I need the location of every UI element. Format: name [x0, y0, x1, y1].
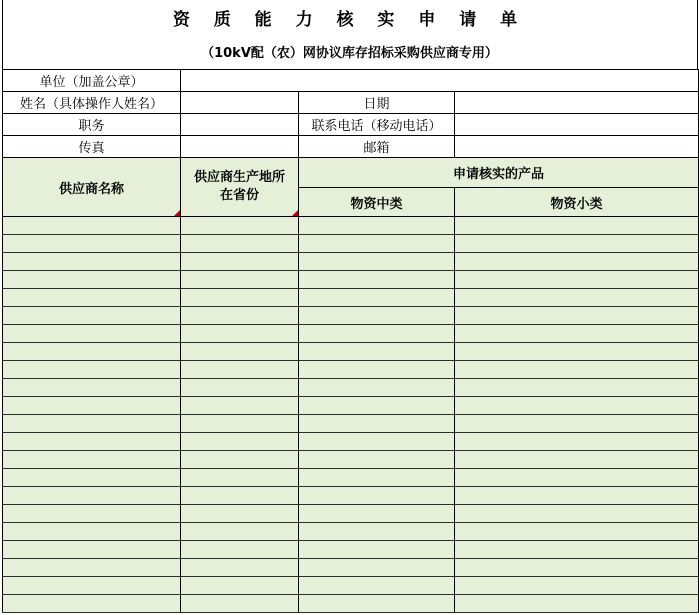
table-cell[interactable] [299, 577, 455, 595]
table-cell[interactable] [181, 541, 299, 559]
table-row [3, 559, 699, 577]
table-cell[interactable] [181, 505, 299, 523]
table-cell[interactable] [455, 595, 699, 613]
table-row [3, 505, 699, 523]
table-cell[interactable] [3, 325, 181, 343]
email-value-cell[interactable] [455, 136, 699, 158]
table-row [3, 487, 699, 505]
header-supplier-name[interactable] [3, 158, 181, 217]
table-cell[interactable] [299, 523, 455, 541]
table-cell[interactable] [299, 271, 455, 289]
table-cell[interactable] [299, 451, 455, 469]
table-row [3, 415, 699, 433]
table-cell[interactable] [299, 505, 455, 523]
fax-label: 传真 [3, 136, 181, 158]
table-cell[interactable] [299, 307, 455, 325]
table-cell[interactable] [3, 343, 181, 361]
table-row [3, 325, 699, 343]
table-cell[interactable] [181, 595, 299, 613]
table-cell[interactable] [181, 451, 299, 469]
table-cell[interactable] [455, 469, 699, 487]
table-row [3, 469, 699, 487]
header-mid-category[interactable] [299, 188, 455, 217]
table-cell[interactable] [181, 271, 299, 289]
table-cell[interactable] [299, 235, 455, 253]
table-cell[interactable] [455, 577, 699, 595]
table-cell[interactable] [3, 451, 181, 469]
table-cell[interactable] [181, 487, 299, 505]
table-cell[interactable] [3, 397, 181, 415]
table-cell[interactable] [181, 217, 299, 235]
header-sub-category-label: 物资小类 [550, 196, 603, 212]
table-cell[interactable] [299, 217, 455, 235]
table-cell[interactable] [299, 397, 455, 415]
table-cell[interactable] [181, 415, 299, 433]
table-cell[interactable] [455, 379, 699, 397]
table-cell[interactable] [3, 235, 181, 253]
info-row-name [3, 92, 699, 114]
table-cell[interactable] [455, 307, 699, 325]
date-value-cell[interactable] [455, 92, 699, 114]
table-cell[interactable] [455, 415, 699, 433]
table-cell[interactable] [299, 325, 455, 343]
header-requested-products[interactable] [299, 158, 699, 188]
table-cell[interactable] [3, 487, 181, 505]
table-row [3, 397, 699, 415]
table-cell[interactable] [3, 433, 181, 451]
table-cell[interactable] [299, 595, 455, 613]
header-mid-category-label: 物资中类 [350, 196, 403, 212]
table-cell[interactable] [181, 379, 299, 397]
info-row-position [3, 114, 699, 136]
table-cell[interactable] [3, 505, 181, 523]
table-cell[interactable] [181, 289, 299, 307]
table-cell[interactable] [181, 325, 299, 343]
table-cell[interactable] [181, 397, 299, 415]
table-cell[interactable] [455, 451, 699, 469]
header-province-label: 供应商生产地所在省份 [193, 170, 285, 203]
table-cell[interactable] [455, 487, 699, 505]
table-cell[interactable] [3, 541, 181, 559]
table-cell[interactable] [3, 595, 181, 613]
table-row [3, 577, 699, 595]
header-province[interactable] [181, 158, 299, 217]
table-cell[interactable] [455, 433, 699, 451]
table-cell[interactable] [181, 577, 299, 595]
table-cell[interactable] [3, 361, 181, 379]
table-cell[interactable] [3, 415, 181, 433]
table-row [3, 307, 699, 325]
table-cell[interactable] [181, 307, 299, 325]
table-cell[interactable] [455, 505, 699, 523]
table-row [3, 433, 699, 451]
table-cell[interactable] [455, 325, 699, 343]
header-sub-category[interactable] [455, 188, 699, 217]
mobile-value-cell[interactable] [455, 114, 699, 136]
table-cell[interactable] [181, 361, 299, 379]
table-row [3, 595, 699, 613]
table-cell[interactable] [455, 523, 699, 541]
table-cell[interactable] [3, 253, 181, 271]
table-cell[interactable] [299, 415, 455, 433]
table-row [3, 541, 699, 559]
table-cell[interactable] [299, 343, 455, 361]
table-cell[interactable] [455, 253, 699, 271]
table-cell[interactable] [299, 487, 455, 505]
table-cell[interactable] [181, 235, 299, 253]
header-supplier-name-label: 供应商名称 [58, 181, 124, 197]
position-value-cell[interactable] [181, 114, 299, 136]
table-row [3, 235, 699, 253]
table-cell[interactable] [455, 217, 699, 235]
table-row [3, 343, 699, 361]
table-cell[interactable] [299, 559, 455, 577]
table-row [3, 451, 699, 469]
table-cell[interactable] [299, 361, 455, 379]
table-cell[interactable] [3, 559, 181, 577]
table-cell[interactable] [3, 217, 181, 235]
table-cell[interactable] [455, 343, 699, 361]
header-requested-products-label: 申请核实的产品 [453, 167, 545, 182]
email-label: 邮箱 [299, 136, 455, 158]
table-cell[interactable] [181, 559, 299, 577]
table-row [3, 361, 699, 379]
table-cell[interactable] [455, 289, 699, 307]
table-cell[interactable] [181, 253, 299, 271]
info-row-unit [3, 70, 699, 92]
comment-indicator[interactable] [292, 210, 298, 216]
table-cell[interactable] [455, 361, 699, 379]
info-row-fax [3, 136, 699, 158]
table-cell[interactable] [455, 559, 699, 577]
unit-value-cell[interactable] [181, 70, 699, 92]
table-cell[interactable] [3, 307, 181, 325]
fax-value-cell[interactable] [181, 136, 299, 158]
table-cell[interactable] [3, 271, 181, 289]
table-cell[interactable] [299, 379, 455, 397]
table-cell[interactable] [455, 271, 699, 289]
table-cell[interactable] [181, 343, 299, 361]
form-subtitle: （10kV配（农）网协议库存招标采购供应商专用） [201, 46, 498, 61]
form-title: 资 质 能 力 核 实 申 请 单 [172, 10, 527, 30]
product-application-table [2, 157, 699, 613]
table-cell[interactable] [455, 235, 699, 253]
comment-indicator[interactable] [174, 210, 180, 216]
name-label: 姓名（具体操作人姓名） [3, 92, 181, 114]
table-cell[interactable] [3, 289, 181, 307]
table-cell[interactable] [299, 253, 455, 271]
position-label: 职务 [3, 114, 181, 136]
grid-body [3, 217, 699, 613]
table-row [3, 271, 699, 289]
table-cell[interactable] [181, 523, 299, 541]
table-cell[interactable] [299, 289, 455, 307]
table-row [3, 379, 699, 397]
table-cell[interactable] [299, 541, 455, 559]
table-cell[interactable] [181, 433, 299, 451]
table-row [3, 289, 699, 307]
table-row [3, 253, 699, 271]
applicant-info-table [2, 69, 699, 158]
table-cell[interactable] [299, 469, 455, 487]
table-cell[interactable] [455, 541, 699, 559]
table-cell[interactable] [3, 577, 181, 595]
table-cell[interactable] [3, 379, 181, 397]
table-row [3, 523, 699, 541]
table-row [3, 217, 699, 235]
table-cell[interactable] [3, 523, 181, 541]
unit-label: 单位（加盖公章） [3, 70, 181, 92]
table-cell[interactable] [181, 469, 299, 487]
name-value-cell[interactable] [181, 92, 299, 114]
table-cell[interactable] [299, 433, 455, 451]
date-label: 日期 [299, 92, 455, 114]
table-cell[interactable] [455, 397, 699, 415]
mobile-label: 联系电话（移动电话） [299, 114, 455, 136]
table-cell[interactable] [3, 469, 181, 487]
